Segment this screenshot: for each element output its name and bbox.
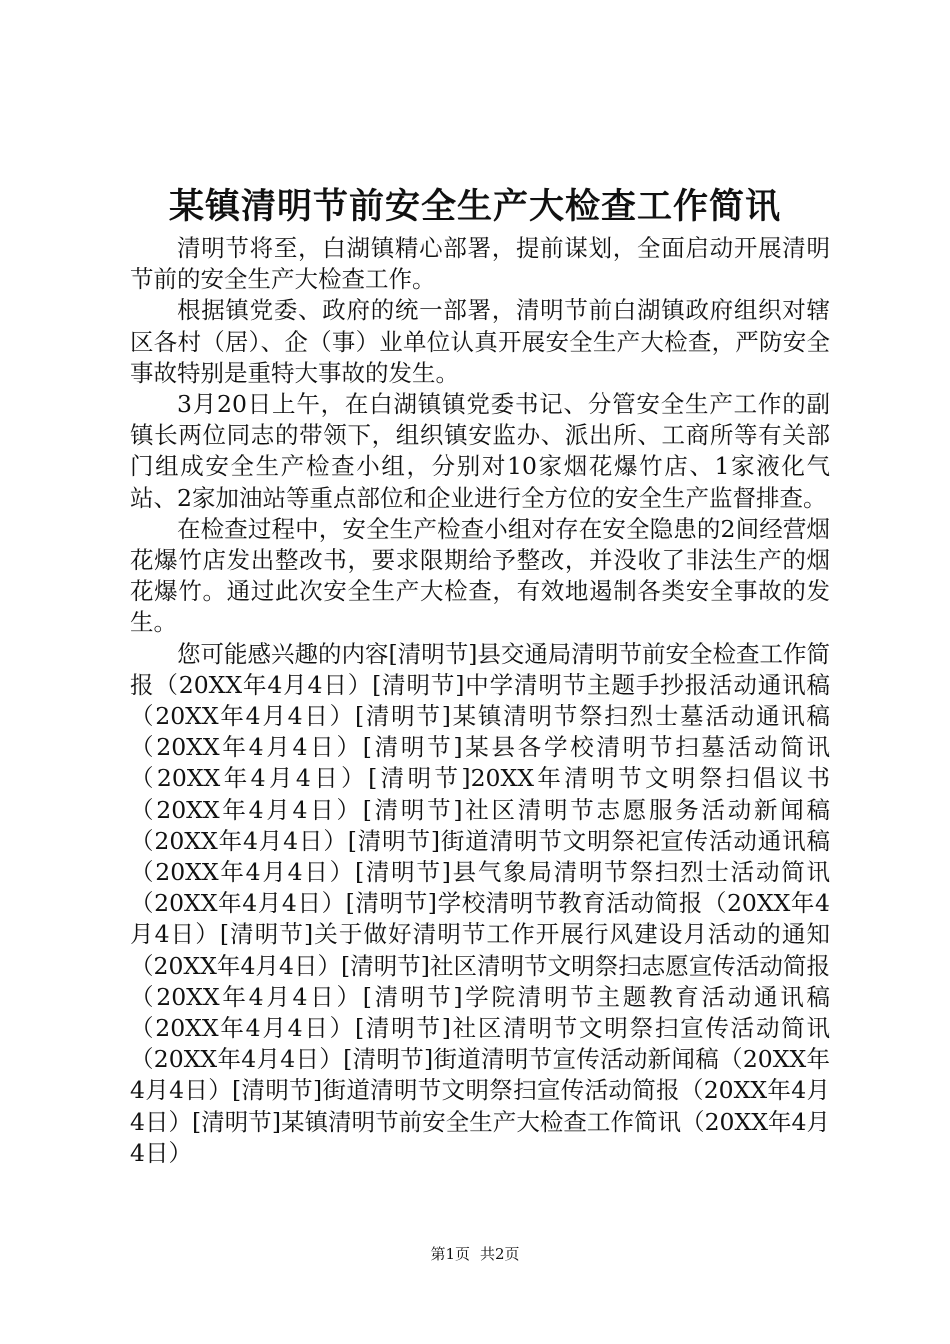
page-footer xyxy=(0,1244,950,1264)
paragraph-result: 在检查过程中，安全生产检查小组对存在安全隐患的2间经营烟花爆竹店发出整改书，要求限期给予整改，并没收了非法生产的烟花爆竹。通过此次安全生产大检查，有效地遏制各类安全事故的发生。 xyxy=(130,514,830,637)
paragraph-inspection: 3月20日上午，在白湖镇镇党委书记、分管安全生产工作的副镇长两位同志的带领下，组织镇安监办、派出所、工商所等有关部门组成安全生产检查小组，分别对10家烟花爆竹店、1家液化气站、2家加油站等重点部位和企业进行全方位的安全生产监督排查。 xyxy=(130,390,830,512)
page-number: 第1页 xyxy=(430,1245,470,1263)
paragraph-intro: 清明节将至，白湖镇精心部署，提前谋划，全面启动开展清明节前的安全生产大检查工作。 xyxy=(130,234,830,294)
document-title: 某镇清明节前安全生产大检查工作简讯 xyxy=(168,186,781,227)
paragraph-deployment: 根据镇党委、政府的统一部署，清明节前白湖镇政府组织对辖区各村（居）、企（事）业单位认真开展安全生产大检查，严防安全事故特别是重特大事故的发生。 xyxy=(130,296,830,387)
page-total: 共2页 xyxy=(480,1245,520,1263)
document-body xyxy=(130,233,830,1169)
paragraph-related-content: 您可能感兴趣的内容[清明节]县交通局清明节前安全检查工作简报（20XX年4月4日）[清明节]中学清明节主题手抄报活动通讯稿（20XX年4月4日）[清明节]某镇清明节祭扫烈士墓活动通讯稿（20XX年4月4日）[清明节]某县各学校清明节扫墓活动简讯（20XX年4月4日）[清明节]20XX年清明节文明祭扫倡议书（20XX年4月4日）[清明节]社区清明节志愿服务活动新闻稿（20XX年4月4日）[清明节]街道清明节文明祭祀宣传活动通讯稿（20XX年4月4日）[清明节]县气象局清明节祭扫烈士活动简讯（20XX年4月4日）[清明节]学校清明节教育活动简报（20XX年4月4日）[清明节]关于做好清明节工作开展行风建设月活动的通知（20XX年4月4日）[清明节]社区清明节文明祭扫志愿宣传活动简报（20XX年4月4日）[清明节]学院清明节主题教育活动通讯稿（20XX年4月4日）[清明节]社区清明节文明祭扫宣传活动简讯（20XX年4月4日）[清明节]街道清明节宣传活动新闻稿（20XX年4月4日）[清明节]街道清明节文明祭扫宣传活动简报（20XX年4月4日）[清明节]某镇清明节前安全生产大检查工作简讯（20XX年4月4日） xyxy=(130,639,830,1167)
